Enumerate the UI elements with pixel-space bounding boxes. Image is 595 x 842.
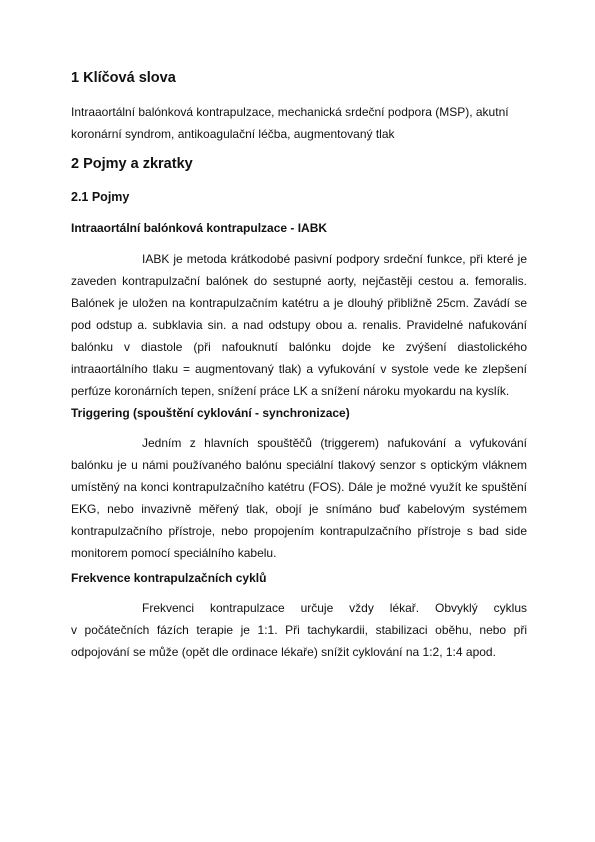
triggering-line: Jedním z hlavních spouštěčů (triggerem) nafukování a vyfukování bbox=[142, 436, 527, 450]
triggering-paragraph bbox=[71, 432, 527, 564]
iabk-heading: Intraaortální balónková kontrapulzace - IABK bbox=[71, 221, 328, 235]
triggering-line: balónku je u námi používaného balónu speciální tlakový senzor s optickým vláknem bbox=[71, 458, 527, 472]
iabk-line: perfúze koronárních tepen, snížení práce LK a snížení nároku myokardu na kyslík. bbox=[71, 384, 510, 398]
iabk-line: balónku v diastole (při nafouknutí balónku dojde ke zvýšení diastolického bbox=[71, 340, 527, 354]
frequency-line: odpojování se může (opět dle ordinace lékaře) snížit cyklování na 1:2, 1:4 apod. bbox=[71, 645, 496, 659]
keywords-line: koronární syndrom, antikoagulační léčba, augmentovaný tlak bbox=[71, 127, 395, 141]
iabk-line: zaveden kontrapulzační balónek do sestupné aorty, nejčastěji cestou a. femoralis. bbox=[71, 274, 527, 288]
keywords-heading: 1 Klíčová slova bbox=[71, 70, 176, 86]
iabk-line: pod odstup a. subklavia sin. a nad odstupy obou a. renalis. Pravidelné nafukování bbox=[71, 318, 527, 332]
triggering-line: umístěný na konci kontrapulzačního katétru (FOS). Dále je možné využít ke spuštění bbox=[71, 480, 527, 494]
terms-subheading: 2.1 Pojmy bbox=[71, 190, 130, 204]
iabk-line: Balónek je uložen na kontrapulzačním katétru a je dlouhý přibližně 25cm. Zavádí se bbox=[71, 296, 527, 310]
frequency-paragraph bbox=[71, 597, 527, 663]
triggering-heading: Triggering (spouštění cyklování - synchronizace) bbox=[71, 406, 350, 420]
iabk-line: intraaortálního tlaku = augmentovaný tlak) a vyfukování v systole vede ke zlepšení bbox=[71, 362, 527, 376]
triggering-line: EKG, nebo invazivně měřený tlak, obojí je snímáno buď kabelovým systémem bbox=[71, 502, 527, 516]
keywords-paragraph bbox=[71, 101, 527, 145]
iabk-line: IABK je metoda krátkodobé pasivní podpory srdeční funkce, při které je bbox=[142, 252, 527, 266]
frequency-line: v počátečních fázích terapie je 1:1. Při tachykardii, stabilizaci oběhu, nebo při bbox=[71, 623, 527, 637]
frequency-heading: Frekvence kontrapulzačních cyklů bbox=[71, 571, 267, 585]
triggering-line: monitorem pomocí speciálního kabelu. bbox=[71, 546, 277, 560]
triggering-line: kontrapulzačního přístroje, nebo propojením kontrapulzačního přístroje s bad side bbox=[71, 524, 527, 538]
keywords-line: Intraaortální balónková kontrapulzace, mechanická srdeční podpora (MSP), akutní bbox=[71, 105, 509, 119]
iabk-paragraph bbox=[71, 248, 527, 402]
terms-heading: 2 Pojmy a zkratky bbox=[71, 156, 193, 172]
frequency-line: Frekvenci kontrapulzace určuje vždy lékař. Obvyklý cyklus bbox=[142, 601, 527, 615]
